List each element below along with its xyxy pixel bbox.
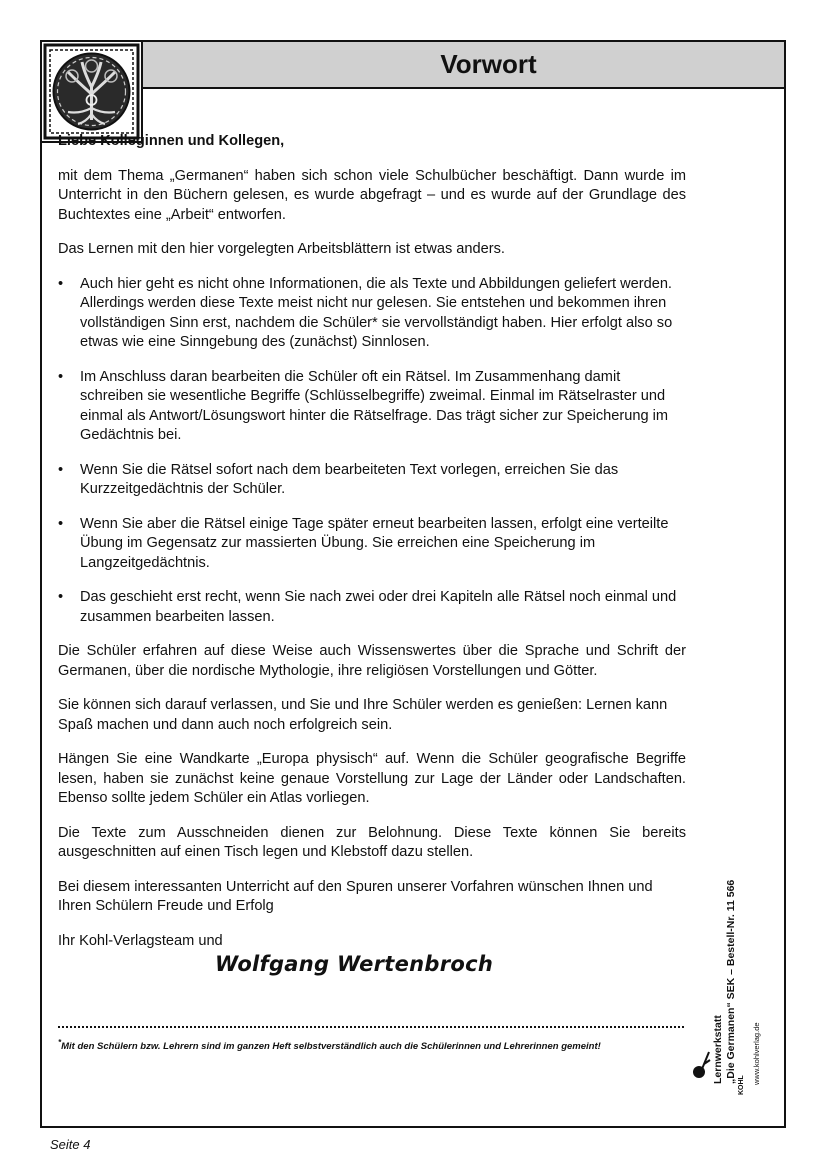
list-item-text: Wenn Sie aber die Rätsel einige Tage später erneut bearbeiten lassen, erfolgt eine verteilte Übung im Gegensatz zur massierten Übung. Sie erreichen eine Speicherung im Langzeitgedächtnis.	[80, 515, 669, 571]
publisher-website: www.kohlverlag.de	[752, 1022, 761, 1085]
divider	[58, 1026, 684, 1028]
page-title: Vorwort	[440, 49, 537, 79]
publisher-logo-text: KOHL	[738, 1075, 745, 1095]
author-signature: Wolfgang Wertenbroch	[215, 952, 494, 976]
page-number: Seite 4	[50, 1137, 91, 1152]
list-item-text: Das geschieht erst recht, wenn Sie nach zwei oder drei Kapiteln alle Rätsel noch einmal und zusammen bearbeiten lassen.	[80, 589, 677, 625]
product-title-order-no: „Die Germanen“ SEK – Bestell-Nr. 11 566	[725, 879, 737, 1084]
footnote-marker: *	[58, 1038, 62, 1047]
kohl-publisher-logo-icon	[692, 1042, 712, 1082]
list-item	[58, 368, 686, 446]
list-item	[58, 515, 686, 574]
list-item-text: Auch hier geht es nicht ohne Informationen, die als Texte und Abbildungen geliefert werden. Allerdings werden diese Texte meist nicht nur gelesen. Sie entstehen und bekommen ihren vollständigen Sinn erst, nachdem die Schüler* sie vervollständigt haben. Hier erfolgt also so etwas wie eine Sinngebung des (zunächst) Sinnlosen.	[80, 275, 673, 350]
list-item	[58, 588, 686, 627]
celtic-tree-of-life-icon	[42, 42, 143, 143]
paragraph-intro-2: Das Lernen mit den hier vorgelegten Arbeitsblättern ist etwas anders.	[58, 241, 505, 257]
method-list	[58, 275, 686, 628]
title-bar	[143, 42, 784, 89]
list-item	[58, 461, 686, 500]
bullet-icon: •	[58, 368, 64, 385]
product-info	[712, 880, 738, 1084]
paragraph-cutouts: Die Texte zum Ausschneiden dienen zur Belohnung. Diese Texte können Sie bereits ausgeschnitten auf einen Tisch legen und Klebstoff dazu stellen.	[58, 824, 686, 860]
greeting: Liebe Kolleginnen und Kollegen,	[58, 133, 285, 149]
footnote	[58, 1038, 686, 1052]
paragraph-fun: Sie können sich darauf verlassen, und Sie und Ihre Schüler werden es genießen: Lernen kann Spaß machen und dann auch noch erfolgreich sein.	[58, 697, 668, 733]
paragraph-intro-1: mit dem Thema „Germanen“ haben sich schon viele Schulbücher beschäftigt. Dann wurde im Unterricht in den Büchern gelesen, es wurde abgefragt – und es wurde auf der Grundlage des Buchtextes eine „Arbeit“ entworfen.	[58, 167, 686, 223]
bullet-icon: •	[58, 461, 64, 478]
foreword-body	[58, 132, 686, 975]
bullet-icon: •	[58, 589, 64, 605]
footnote-text: Mit den Schülern bzw. Lehrern sind im ganzen Heft selbstverständlich auch die Schülerinnen und Lehrerinnen gemeint!	[61, 1041, 601, 1053]
paragraph-closing: Ihr Kohl-Verlagsteam und	[58, 932, 223, 949]
paragraph-language: Die Schüler erfahren auf diese Weise auch Wissenswertes über die Sprache und Schrift der Germanen, über die nordische Mythologie, ihre religiösen Vorstellungen und Götter.	[58, 643, 686, 679]
list-item-text: Wenn Sie die Rätsel sofort nach dem bearbeiteten Text vorlegen, erreichen Sie das Kurzzeitgedächtnis der Schüler.	[80, 461, 619, 497]
bullet-icon: •	[58, 275, 64, 292]
paragraph-map: Hängen Sie eine Wandkarte „Europa physisch“ auf. Wenn die Schüler geografische Begriffe lesen, haben sie zunächst keine genaue Vorstellung zur Lage der Länder oder Landschaften. Ebenso sollte jedem Schüler ein Atlas vorliegen.	[58, 751, 686, 806]
list-item	[58, 275, 686, 353]
product-series: Lernwerkstatt	[712, 1015, 724, 1084]
list-item-text: Im Anschluss daran bearbeiten die Schüler oft ein Rätsel. Im Zusammenhang damit schreiben sie wesentliche Begriffe (Schlüsselbegriffe) zweimal. Einmal im Rätselraster und einmal als Antwort/Lösungswort hinter die Rätselfrage. Das trägt sicher zur Speicherung im Gedächtnis bei.	[80, 368, 669, 443]
bullet-icon: •	[58, 515, 64, 532]
paragraph-wishes: Bei diesem interessanten Unterricht auf den Spuren unserer Vorfahren wünschen Ihnen und Ihren Schülern Freude und Erfolg	[58, 878, 653, 914]
